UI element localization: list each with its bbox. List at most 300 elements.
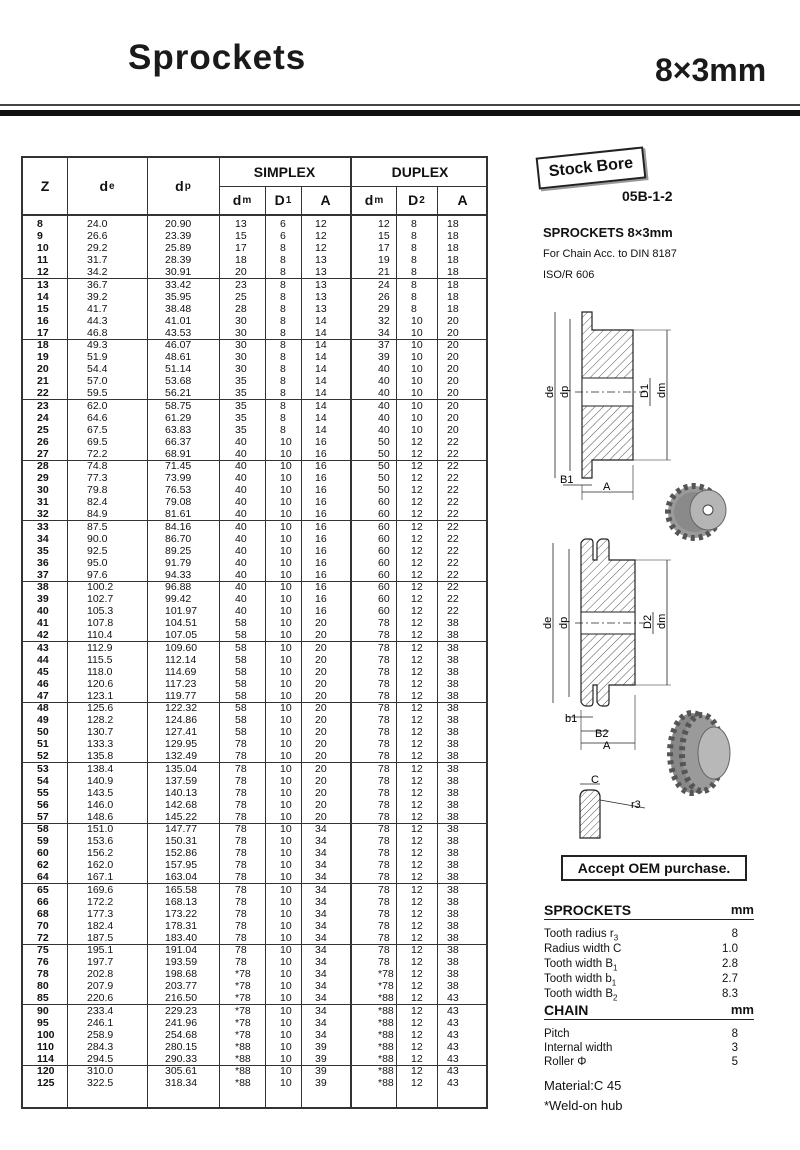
table-cell: 78 <box>235 859 247 872</box>
table-cell: 8 <box>411 230 417 243</box>
table-cell: 90 <box>37 1004 49 1017</box>
table-cell: 32 <box>37 508 49 521</box>
diag2-a-label: A <box>603 740 611 752</box>
table-cell: 78 <box>235 871 247 884</box>
table-cell: 137.59 <box>165 774 198 787</box>
table-cell: 163.04 <box>165 871 198 884</box>
table-cell: 22 <box>447 581 459 593</box>
table-cell: 72 <box>37 931 49 944</box>
table-cell: 38 <box>447 617 459 630</box>
row-group-divider <box>23 1065 486 1066</box>
table-cell: 43 <box>447 1016 459 1029</box>
property-row <box>544 973 744 987</box>
table-cell: 20 <box>315 665 327 678</box>
diag2-d2-label: D2 <box>642 614 654 629</box>
table-cell: 22 <box>447 508 459 521</box>
table-cell: 40 <box>235 496 247 509</box>
table-cell: 151.0 <box>87 823 114 835</box>
table-cell: 16 <box>315 472 327 485</box>
table-cell: 28.39 <box>165 254 192 267</box>
row-group-divider <box>23 823 486 824</box>
diag1-d1-label: D1 <box>639 383 651 398</box>
table-cell: 57.0 <box>87 375 108 388</box>
table-cell: 38 <box>447 810 459 823</box>
table-cell: 38 <box>447 895 459 908</box>
table-cell: 43 <box>447 992 459 1005</box>
header-duplex: DUPLEX <box>391 164 449 180</box>
table-cell: 20 <box>315 714 327 727</box>
table-cell: 36 <box>37 556 49 569</box>
table-cell: 61.29 <box>165 411 192 424</box>
table-cell: 125 <box>37 1077 55 1090</box>
sprockets-size-line: SPROCKETS 8×3mm <box>543 225 673 240</box>
table-cell: 12 <box>411 726 423 739</box>
table-cell: 40 <box>235 605 247 618</box>
table-cell: 78 <box>378 944 390 956</box>
table-cell: 22 <box>447 496 459 509</box>
table-cell: 48 <box>37 702 49 714</box>
table-cell: 8 <box>411 254 417 267</box>
property-value: 8.3 <box>722 988 738 1000</box>
table-cell: 107.05 <box>165 629 198 642</box>
chain-property-row <box>544 1042 744 1056</box>
table-cell: 16 <box>315 447 327 460</box>
table-cell: 100 <box>37 1028 55 1041</box>
table-cell: 20 <box>315 677 327 690</box>
table-cell: 18 <box>447 302 459 315</box>
table-cell: 60 <box>378 496 390 509</box>
table-cell: 8 <box>280 278 286 291</box>
table-cell: 78 <box>378 871 390 884</box>
table-cell: 12 <box>411 871 423 884</box>
table-cell: 39 <box>378 351 390 364</box>
table-cell: 65 <box>37 883 49 896</box>
table-cell: 38.48 <box>165 302 192 315</box>
table-row <box>23 690 486 702</box>
table-cell: 62 <box>37 859 49 872</box>
table-cell: 34 <box>315 980 327 993</box>
table-cell: 78 <box>235 750 247 763</box>
table-cell: 12 <box>411 992 423 1005</box>
table-cell: 152.86 <box>165 847 198 860</box>
table-cell: 10 <box>411 339 423 351</box>
table-row <box>23 508 486 520</box>
table-cell: 75 <box>37 944 49 956</box>
table-cell: 10 <box>280 931 292 944</box>
table-cell: 29 <box>37 472 49 485</box>
table-cell: 12 <box>411 532 423 545</box>
table-cell: 233.4 <box>87 1004 114 1017</box>
table-cell: 140.9 <box>87 774 114 787</box>
table-cell: 10 <box>280 1040 292 1053</box>
table-cell: 38 <box>447 762 459 775</box>
table-row <box>23 339 486 351</box>
table-cell: 20 <box>315 738 327 751</box>
table-cell: 78 <box>378 859 390 872</box>
table-cell: 39 <box>315 1065 327 1077</box>
table-cell: 15 <box>37 302 49 315</box>
table-row <box>23 980 486 992</box>
table-cell: 78 <box>378 653 390 666</box>
table-cell: 78 <box>235 883 247 896</box>
row-group-divider <box>23 278 486 279</box>
table-cell: 78 <box>378 786 390 799</box>
table-cell: 80 <box>37 980 49 993</box>
header-de: d e <box>99 178 115 194</box>
table-cell: 322.5 <box>87 1077 114 1090</box>
table-cell: 12 <box>411 677 423 690</box>
table-cell: 38 <box>447 944 459 956</box>
table-cell: 12 <box>411 593 423 606</box>
table-cell: 78 <box>235 931 247 944</box>
table-row <box>23 400 486 412</box>
table-cell: 305.61 <box>165 1065 198 1077</box>
table-cell: 13 <box>315 266 327 279</box>
table-cell: 20 <box>447 399 459 412</box>
table-cell: 34 <box>315 956 327 969</box>
table-row <box>23 1005 486 1017</box>
table-cell: 89.25 <box>165 544 192 557</box>
table-header-divider <box>23 214 486 216</box>
table-row <box>23 932 486 944</box>
table-row <box>23 775 486 787</box>
table-cell: 42 <box>37 629 49 642</box>
table-cell: 10 <box>280 895 292 908</box>
iso-line: ISO/R 606 <box>543 269 595 281</box>
table-cell: 12 <box>411 1028 423 1041</box>
table-cell: 37 <box>378 339 390 351</box>
table-cell: 8 <box>37 218 43 230</box>
table-cell: 183.40 <box>165 931 198 944</box>
table-row <box>23 1077 486 1089</box>
table-cell: 20 <box>315 726 327 739</box>
table-cell: 46.8 <box>87 326 108 339</box>
table-cell: 29 <box>378 302 390 315</box>
table-cell: 128.2 <box>87 714 114 727</box>
property-value: 2.8 <box>722 958 738 970</box>
table-cell: 8 <box>411 290 417 303</box>
table-cell: 40 <box>37 605 49 618</box>
table-row <box>23 787 486 799</box>
table-row <box>23 484 486 496</box>
table-row <box>23 291 486 303</box>
table-row <box>23 496 486 508</box>
table-cell: 18 <box>37 339 49 351</box>
table-cell: 102.7 <box>87 593 114 606</box>
table-cell: 25 <box>37 423 49 436</box>
table-row <box>23 387 486 399</box>
table-row <box>23 871 486 883</box>
table-cell: 202.8 <box>87 968 114 981</box>
diag2-b1-label: b1 <box>565 713 578 725</box>
table-row <box>23 1029 486 1041</box>
table-cell: 12 <box>315 242 327 255</box>
table-cell: 10 <box>280 1052 292 1065</box>
table-cell: 12 <box>411 484 423 497</box>
table-cell: 78 <box>235 810 247 823</box>
chain-standard-line: For Chain Acc. to DIN 8187 <box>543 248 677 260</box>
table-cell: 193.59 <box>165 956 198 969</box>
table-cell: 110 <box>37 1040 54 1053</box>
header-duplex-dm: d m <box>364 192 384 208</box>
table-cell: 10 <box>280 629 292 642</box>
table-cell: 13 <box>315 278 327 291</box>
table-cell: 140.13 <box>165 786 198 799</box>
table-cell: 20 <box>315 617 327 630</box>
table-cell: 12 <box>411 629 423 642</box>
table-cell: 10 <box>280 992 292 1005</box>
diag1-dm-label: dm <box>656 382 668 398</box>
table-cell: 60 <box>378 532 390 545</box>
table-cell: 39 <box>315 1040 327 1053</box>
table-cell: 56 <box>37 798 49 811</box>
table-cell: 78 <box>378 738 390 751</box>
table-cell: 20 <box>315 810 327 823</box>
table-cell: 29.2 <box>87 242 108 255</box>
table-cell: 12 <box>411 653 423 666</box>
table-row <box>23 956 486 968</box>
table-cell: 20 <box>315 653 327 666</box>
table-cell: *78 <box>235 1004 251 1017</box>
table-cell: 91.79 <box>165 556 192 569</box>
table-cell: 280.15 <box>165 1040 198 1053</box>
table-row <box>23 847 486 859</box>
table-cell: 78 <box>378 895 390 908</box>
table-cell: 35.95 <box>165 290 192 303</box>
table-cell: 34 <box>315 835 327 848</box>
table-cell: 17 <box>37 326 49 339</box>
table-row <box>23 992 486 1004</box>
table-row <box>23 896 486 908</box>
table-cell: 10 <box>280 980 292 993</box>
table-cell: 85 <box>37 992 49 1005</box>
chain-property-label: Roller Φ <box>544 1056 587 1068</box>
table-cell: 284.3 <box>87 1040 114 1053</box>
table-cell: *78 <box>235 1028 251 1041</box>
table-cell: 130.7 <box>87 726 114 739</box>
table-cell: 38 <box>447 774 459 787</box>
table-cell: 58 <box>235 677 247 690</box>
table-cell: 43.53 <box>165 326 192 339</box>
table-cell: 38 <box>447 738 459 751</box>
table-row <box>23 472 486 484</box>
table-cell: 38 <box>447 847 459 860</box>
table-cell: 153.6 <box>87 835 114 848</box>
diag2-b2-label: B2 <box>595 728 609 740</box>
table-cell: 40 <box>235 520 247 533</box>
table-cell: 34 <box>378 326 390 339</box>
table-cell: 8 <box>411 242 417 255</box>
table-cell: 12 <box>411 956 423 969</box>
table-cell: 12 <box>411 810 423 823</box>
table-cell: 13 <box>315 302 327 315</box>
table-cell: 10 <box>280 581 292 593</box>
table-cell: 34 <box>315 823 327 835</box>
table-cell: 20.90 <box>165 218 192 230</box>
table-cell: 38 <box>447 835 459 848</box>
table-cell: 135.8 <box>87 750 114 763</box>
diag1-dp-label: dp <box>559 385 571 398</box>
table-cell: 79.08 <box>165 496 192 509</box>
table-cell: 43 <box>447 1040 459 1053</box>
row-group-divider <box>23 460 486 461</box>
table-cell: *78 <box>378 980 394 993</box>
table-cell: 147.77 <box>165 823 198 835</box>
table-cell: 22 <box>447 605 459 618</box>
property-subscript: 3 <box>613 933 619 943</box>
table-cell: 10 <box>280 762 292 775</box>
table-cell: 133.3 <box>87 738 114 751</box>
table-cell: 40 <box>378 423 390 436</box>
table-cell: 59 <box>37 835 49 848</box>
table-cell: 78 <box>378 907 390 920</box>
table-cell: 41 <box>37 617 49 630</box>
table-cell: 114.69 <box>165 665 197 678</box>
table-cell: 78 <box>235 738 247 751</box>
table-cell: 60 <box>378 581 390 593</box>
table-cell: 10 <box>280 532 292 545</box>
table-row <box>23 460 486 472</box>
property-label: Tooth width B <box>544 958 614 970</box>
table-cell: 58 <box>235 665 247 678</box>
table-cell: 310.0 <box>87 1065 114 1077</box>
table-cell: 60 <box>378 568 390 581</box>
table-cell: 138.4 <box>87 762 114 775</box>
table-cell: 318.34 <box>165 1077 198 1090</box>
table-cell: 178.31 <box>165 919 198 932</box>
table-cell: 39 <box>37 593 49 606</box>
table-cell: 34 <box>315 1004 327 1017</box>
table-cell: 10 <box>280 774 292 787</box>
table-cell: 167.1 <box>87 871 114 884</box>
page-size-label: 8×3mm <box>655 52 767 88</box>
table-cell: *88 <box>378 1004 394 1017</box>
table-cell: 22 <box>447 435 459 448</box>
table-cell: 12 <box>411 689 423 702</box>
table-cell: 10 <box>280 605 292 618</box>
table-cell: 58 <box>235 726 247 739</box>
table-cell: 20 <box>315 629 327 642</box>
table-cell: 38 <box>447 786 459 799</box>
table-cell: 81.61 <box>165 508 192 521</box>
table-cell: 123.1 <box>87 689 114 702</box>
table-cell: 78 <box>378 750 390 763</box>
row-group-divider <box>23 520 486 521</box>
table-cell: 95 <box>37 1016 49 1029</box>
sprockets-section-unit: mm <box>730 902 754 917</box>
table-cell: 34 <box>315 871 327 884</box>
table-row <box>23 654 486 666</box>
table-cell: 8 <box>280 399 286 412</box>
table-cell: 8 <box>280 266 286 279</box>
table-cell: 35 <box>37 544 49 557</box>
table-cell: 57 <box>37 810 49 823</box>
table-cell: 34 <box>315 847 327 860</box>
table-cell: 84.9 <box>87 508 108 521</box>
table-cell: 132.49 <box>165 750 198 763</box>
table-cell: 10 <box>280 810 292 823</box>
table-cell: 63.83 <box>165 423 192 436</box>
table-cell: 10 <box>280 653 292 666</box>
property-row <box>544 928 744 942</box>
table-cell: 30 <box>235 363 247 376</box>
table-row <box>23 375 486 387</box>
table-cell: 78 <box>378 726 390 739</box>
table-cell: 78 <box>235 956 247 969</box>
table-cell: 78 <box>235 944 247 956</box>
table-cell: 22 <box>447 460 459 472</box>
table-cell: 12 <box>411 786 423 799</box>
table-cell: 84.16 <box>165 520 192 533</box>
table-cell: 50 <box>378 435 390 448</box>
chain-property-row <box>544 1056 744 1070</box>
table-cell: 203.77 <box>165 980 198 993</box>
table-cell: 10 <box>280 798 292 811</box>
table-cell: 14 <box>315 363 327 376</box>
table-cell: 10 <box>280 617 292 630</box>
property-label: Tooth radius r <box>544 928 614 940</box>
table-cell: 23.39 <box>165 230 192 243</box>
header-duplex-d2: D 2 <box>408 192 425 208</box>
table-cell: 38 <box>447 798 459 811</box>
table-cell: 22 <box>447 472 459 485</box>
table-cell: 8 <box>280 411 286 424</box>
table-cell: 25.89 <box>165 242 192 255</box>
table-cell: 58 <box>235 653 247 666</box>
table-cell: 165.58 <box>165 883 198 896</box>
table-cell: 16 <box>315 435 327 448</box>
table-cell: 148.6 <box>87 810 114 823</box>
table-cell: 12 <box>37 266 49 279</box>
table-cell: 10 <box>280 544 292 557</box>
table-cell: 35 <box>235 411 247 424</box>
header-dp: d p <box>175 178 191 194</box>
table-cell: 18 <box>447 266 459 279</box>
table-cell: 10 <box>280 484 292 497</box>
table-cell: 12 <box>411 762 423 775</box>
table-cell: 10 <box>280 556 292 569</box>
table-cell: 40 <box>378 411 390 424</box>
chain-section-title: CHAIN <box>544 1002 589 1018</box>
table-cell: 127.41 <box>165 726 198 739</box>
table-cell: 10 <box>280 944 292 956</box>
table-cell: 40 <box>235 435 247 448</box>
table-cell: 40 <box>235 544 247 557</box>
table-cell: 10 <box>411 399 423 412</box>
table-row <box>23 605 486 617</box>
table-cell: 78 <box>378 798 390 811</box>
table-cell: 38 <box>447 931 459 944</box>
table-cell: 38 <box>447 956 459 969</box>
row-group-divider <box>23 883 486 884</box>
table-cell: 10 <box>280 1028 292 1041</box>
table-row <box>23 279 486 291</box>
sprockets-section-title: SPROCKETS <box>544 902 632 918</box>
table-cell: 12 <box>411 665 423 678</box>
table-cell: 24.0 <box>87 218 108 230</box>
table-cell: 24 <box>37 411 49 424</box>
table-cell: 6 <box>280 218 286 230</box>
table-cell: 169.6 <box>87 883 114 896</box>
table-cell: 78 <box>378 689 390 702</box>
table-cell: 43 <box>447 1004 459 1017</box>
table-cell: 51.9 <box>87 351 108 364</box>
table-cell: 100.2 <box>87 581 114 593</box>
table-cell: 50 <box>378 460 390 472</box>
table-cell: 14 <box>315 399 327 412</box>
table-cell: 40 <box>235 581 247 593</box>
table-cell: 92.5 <box>87 544 108 557</box>
